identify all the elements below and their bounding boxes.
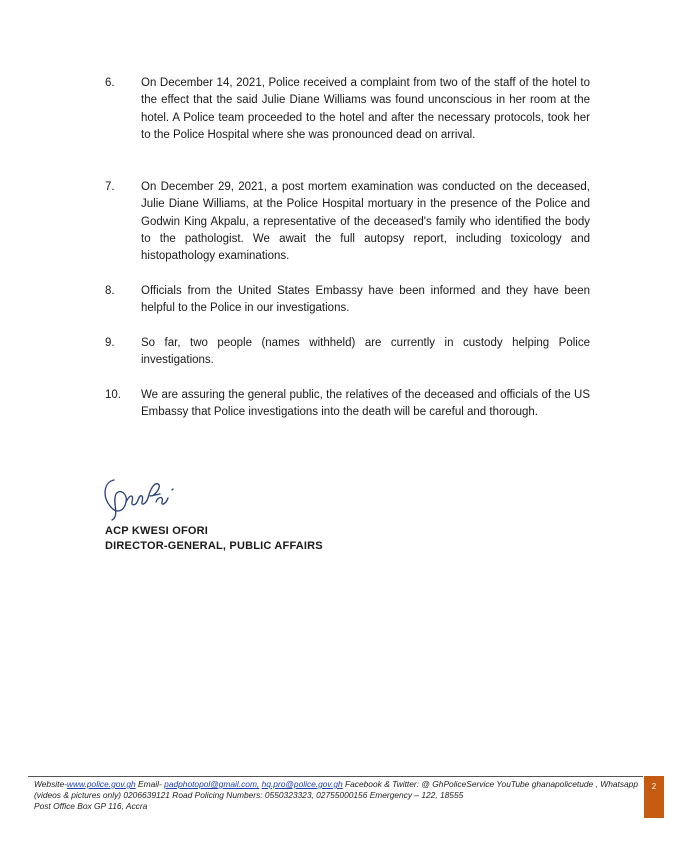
- page-footer: [28, 774, 646, 818]
- page-number: 2: [651, 782, 657, 791]
- paragraph-number: 9.: [105, 337, 115, 349]
- email-link-1[interactable]: padphotopol@gmail.com,: [164, 779, 260, 789]
- paragraph-number: 7.: [105, 181, 115, 193]
- paragraph-text: Officials from the United States Embassy have been informed and they have been helpful to the Police in our investigations.: [141, 285, 590, 315]
- signer-name: ACP KWESI OFORI: [105, 525, 209, 537]
- footer-divider: [28, 776, 643, 777]
- website-link[interactable]: www.police.gov.gh: [66, 779, 136, 789]
- email-link-2[interactable]: hq.pro@police.gov.gh: [261, 779, 343, 789]
- paragraph-text: On December 29, 2021, a post mortem examination was conducted on the deceased, Julie Diane Williams, at the Police Hospital mortuary in the presence of the Police and Godwin King Akpalu, a representative of the deceased's family who identified the body to the pathologist. We await the full autopsy report, including toxicology and histopathology examinations.: [141, 181, 590, 263]
- signature-block: [105, 524, 323, 553]
- paragraph-text: We are assuring the general public, the relatives of the deceased and officials of the US Embassy that Police investigations into the death will be careful and thorough.: [141, 389, 590, 419]
- email-label: Email-: [138, 779, 162, 789]
- signer-title: DIRECTOR-GENERAL, PUBLIC AFFAIRS: [105, 539, 323, 552]
- social-contact-text: Facebook & Twitter: @ GhPoliceService YouTube ghanapolicetude , Whatsapp (videos & pictures only) 0206639121 Road Policing Numbers: 0550323323, 02755000156 Emergency – 122, 18555: [34, 779, 639, 800]
- handwritten-signature: [100, 472, 180, 522]
- paragraph-number: 8.: [105, 285, 115, 297]
- page-number-badge: [644, 776, 664, 818]
- paragraph-text: On December 14, 2021, Police received a complaint from two of the staff of the hotel to the effect that the said Julie Diane Williams was found unconscious in her room at the hotel. A Police team proceeded to the hotel and after the necessary protocols, took her to the Police Hospital where she was pronounced dead on arrival.: [141, 77, 590, 141]
- postal-address: Post Office Box GP 116, Accra: [34, 801, 148, 811]
- footer-contact-text: [34, 779, 638, 812]
- paragraph-text: So far, two people (names withheld) are currently in custody helping Police investigations.: [141, 337, 590, 367]
- website-label: Website-: [34, 779, 67, 789]
- paragraph-number: 10.: [105, 389, 121, 401]
- paragraph-number: 6.: [105, 77, 115, 89]
